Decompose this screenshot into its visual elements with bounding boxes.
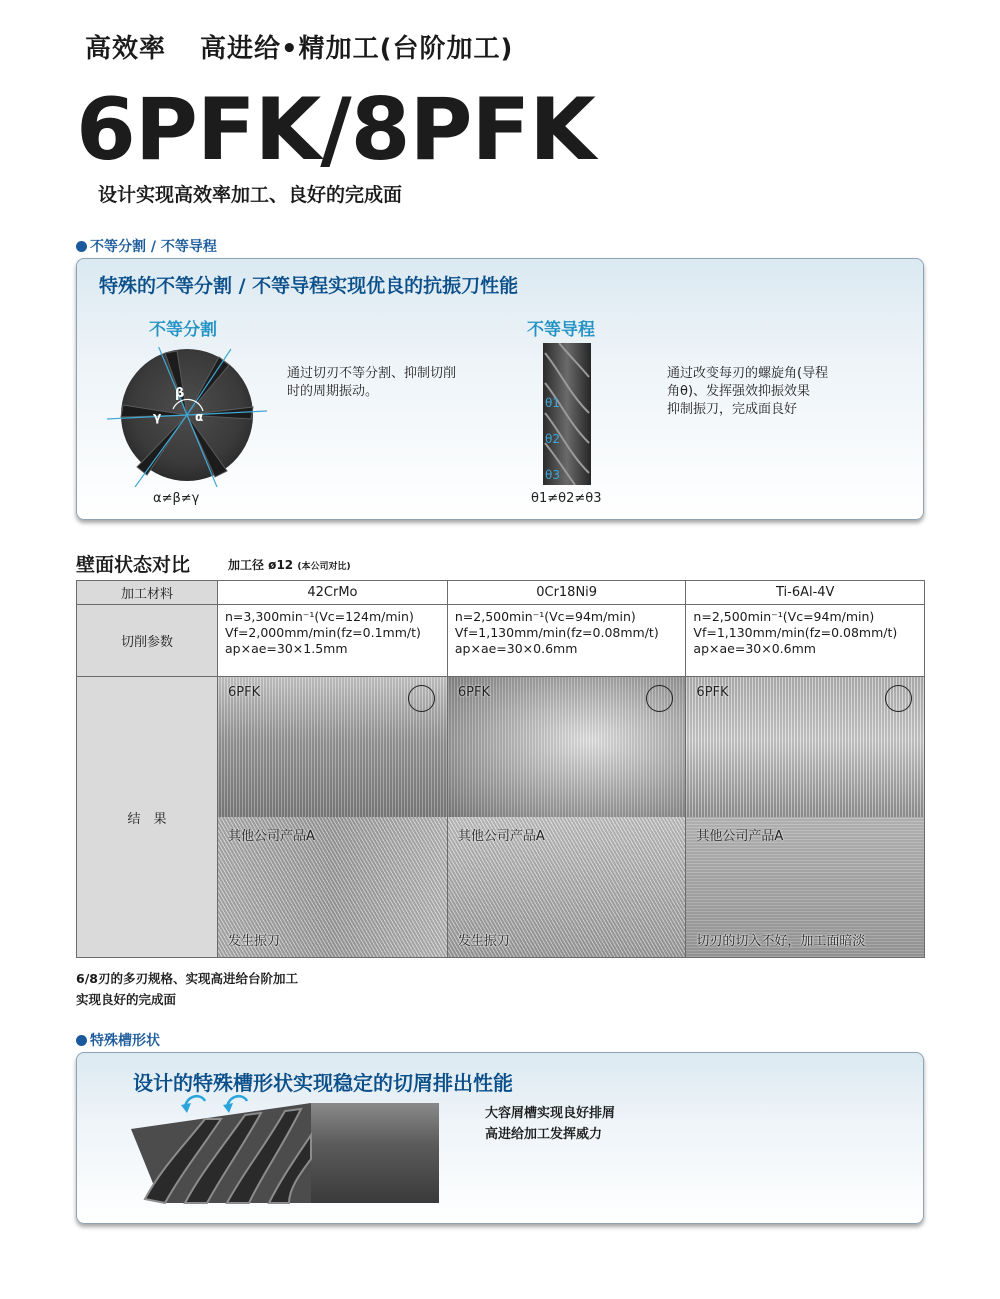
material-cell: Ti-6Al-4V [686, 581, 925, 605]
comparison-note-suffix: (本公司对比) [297, 562, 351, 572]
surface-photo-other [218, 817, 447, 957]
theta3-label: θ3 [545, 468, 560, 482]
param-line: n=2,500min⁻¹(Vc=94m/min) [454, 609, 636, 624]
category-heading [85, 28, 513, 65]
lead-description-line: 通过改变每刃的螺旋角(导程 [667, 366, 829, 381]
angle-alpha-label: α [195, 410, 204, 424]
bullet-icon [76, 241, 87, 252]
division-description-line: 时的周期振动。 [287, 384, 379, 399]
surface-photo-own [448, 677, 686, 817]
division-description [287, 365, 456, 401]
param-line: n=3,300min⁻¹(Vc=124m/min) [225, 609, 414, 624]
angle-beta-label: β [175, 386, 185, 401]
division-description-line: 通过切刃不等分割、抑制切削 [287, 366, 457, 381]
comparison-title: 壁面状态对比 [76, 554, 191, 576]
own-product-label: 6PFK [696, 685, 729, 700]
own-product-label: 6PFK [457, 685, 490, 700]
lead-description [667, 365, 828, 419]
comparison-table [76, 580, 925, 958]
flute-description-line: 大容屑槽实现良好排屑 [485, 1106, 616, 1121]
param-line: ap×ae=30×0.6mm [693, 641, 816, 656]
theta2-label: θ2 [545, 432, 560, 446]
param-line: ap×ae=30×0.6mm [454, 641, 578, 656]
row-header-params: 切削参数 [77, 605, 218, 677]
result-note: 切刃的切入不好，加工面暗淡 [696, 934, 866, 949]
lead-description-line: 抑制振刀，完成面良好 [667, 402, 798, 417]
panel-heading-unequal: 特殊的不等分割 / 不等导程实现优良的抗振刀性能 [99, 275, 519, 297]
params-cell [686, 605, 925, 677]
comparison-summary [76, 968, 298, 1010]
table-row [77, 581, 925, 605]
own-product-label: 6PFK [228, 685, 261, 700]
section-label-unequal-text: 不等分割 / 不等导程 [90, 239, 217, 255]
comparison-note-value: 12 [276, 558, 294, 572]
summary-line: 实现良好的完成面 [76, 992, 177, 1007]
product-tagline: 设计实现高效率加工、良好的完成面 [98, 184, 403, 206]
surface-photo-other [686, 817, 924, 957]
params-cell [447, 605, 686, 677]
summary-line: 6/8刃的多刃规格、实现高进给台阶加工 [76, 971, 298, 986]
table-row [77, 677, 925, 958]
end-mill-cross-section-illustration [107, 347, 267, 487]
good-mark-icon [646, 685, 673, 712]
category-left: 高效率 [85, 34, 167, 64]
result-note: 发生振刀 [228, 934, 281, 949]
flute-shape-illustration [121, 1089, 441, 1209]
angle-gamma-label: γ [153, 410, 162, 424]
flute-description [485, 1103, 615, 1145]
result-note: 发生振刀 [457, 934, 510, 949]
comparison-note-prefix: 加工径 ø [228, 558, 277, 572]
section-label-flute-text: 特殊槽形状 [90, 1033, 160, 1049]
comparison-note [228, 556, 351, 573]
surface-photo-other [448, 817, 686, 957]
other-product-label: 其他公司产品A [457, 829, 545, 844]
param-line: Vf=1,130mm/min(fz=0.08mm/t) [454, 625, 659, 640]
end-mill-side-view-illustration [539, 343, 595, 485]
section-label-flute [76, 1030, 160, 1050]
panel-flute [76, 1052, 924, 1224]
lead-description-line: 角θ)、发挥强效抑振效果 [667, 384, 811, 399]
panel-unequal [76, 258, 924, 520]
lead-heading: 不等导程 [527, 320, 595, 340]
material-cell: 0Cr18Ni9 [447, 581, 686, 605]
row-header-result: 结 果 [77, 677, 218, 958]
flute-description-line: 高进给加工发挥威力 [485, 1127, 603, 1142]
theta1-label: θ1 [545, 396, 560, 410]
bullet-icon [76, 1035, 87, 1046]
result-cell [218, 677, 448, 958]
material-cell: 42CrMo [218, 581, 448, 605]
division-formula: α≠β≠γ [153, 491, 200, 506]
division-heading: 不等分割 [149, 320, 217, 340]
other-product-label: 其他公司产品A [696, 829, 784, 844]
result-cell [447, 677, 686, 958]
lead-formula: θ1≠θ2≠θ3 [531, 491, 602, 506]
panel-heading-flute: 设计的特殊槽形状实现稳定的切屑排出性能 [133, 1071, 513, 1095]
row-header-material: 加工材料 [77, 581, 218, 605]
product-title: 6PFK/8PFK [76, 80, 595, 180]
surface-photo-own [218, 677, 447, 817]
param-line: Vf=2,000mm/min(fz=0.1mm/t) [225, 625, 421, 640]
result-cell [686, 677, 925, 958]
other-product-label: 其他公司产品A [228, 829, 315, 844]
param-line: Vf=1,130mm/min(fz=0.08mm/t) [693, 625, 898, 640]
param-line: ap×ae=30×1.5mm [225, 641, 348, 656]
surface-photo-own [686, 677, 924, 817]
category-right: 高进给•精加工(台阶加工) [200, 34, 514, 64]
param-line: n=2,500min⁻¹(Vc=94m/min) [693, 609, 875, 624]
good-mark-icon [408, 685, 435, 712]
table-row [77, 605, 925, 677]
section-label-unequal [76, 236, 217, 256]
good-mark-icon [885, 685, 912, 712]
params-cell [218, 605, 448, 677]
